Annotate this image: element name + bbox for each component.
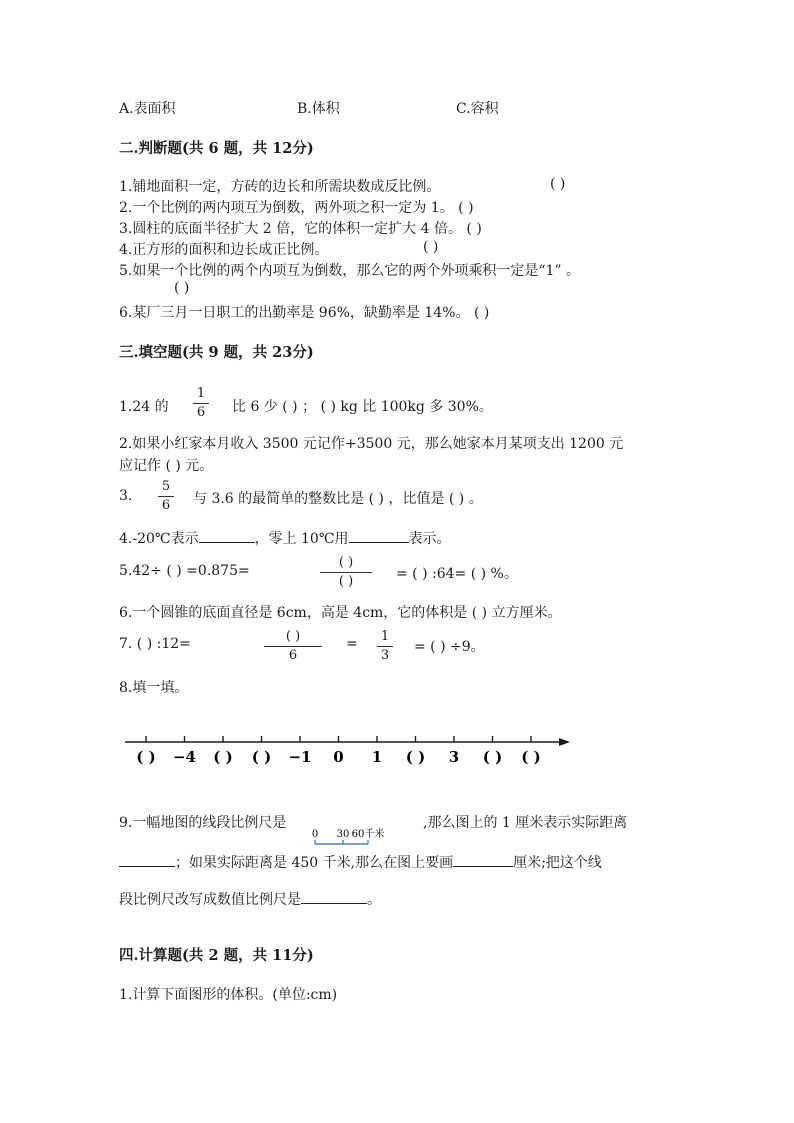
option-a: A.表面积 <box>119 101 176 117</box>
judge-q4: 4.正方形的面积和边长成正比例。 <box>119 242 329 258</box>
scale-label-30: 30 <box>336 829 350 840</box>
fill-q9-part-c: ；如果实际距离是 450 千米,那么在图上要画 <box>175 855 454 871</box>
judge-q1-paren: ( ) <box>550 176 566 192</box>
fraction-denominator: 6 <box>161 498 171 513</box>
judge-q5: 5.如果一个比例的两个内项互为倒数，那么它的两个外项乘积一定是“1” 。 <box>119 263 581 279</box>
fill-q5-fraction <box>320 555 372 590</box>
fill-q1-fraction <box>193 386 209 421</box>
number-line-label: −4 <box>172 748 197 766</box>
fill-q3-post: 与 3.6 的最简单的整数比是 ( ) ，比值是 ( ) 。 <box>193 491 483 507</box>
number-line-label: ( ) <box>521 748 541 766</box>
fill-q7-pre: 7. ( ) :12= <box>119 636 191 652</box>
fill-q2-line2: 应记作 ( ) 元。 <box>119 458 214 474</box>
judge-q6: 6.某厂三月一日职工的出勤率是 96%，缺勤率是 14%。 ( ) <box>119 305 490 321</box>
scale-label-0: 0 <box>311 829 319 840</box>
fraction-numerator: 1 <box>196 386 206 401</box>
answer-blank[interactable] <box>453 852 513 867</box>
fraction-numerator: ( ) <box>338 555 354 570</box>
fraction-bar <box>264 646 322 647</box>
answer-blank[interactable] <box>119 852 175 867</box>
judge-q3: 3.圆柱的底面半径扩大 2 倍，它的体积一定扩大 4 倍。 ( ) <box>119 221 482 237</box>
fill-q6: 6.一个圆锥的底面直径是 6cm，高是 4cm，它的体积是 ( ) 立方厘米。 <box>119 605 562 621</box>
number-line-label: ( ) <box>251 748 272 766</box>
fraction-numerator: 5 <box>161 479 171 494</box>
fill-q7-fraction-1 <box>264 629 322 664</box>
scale-label-60: 60千米 <box>351 829 385 840</box>
fill-q1-pre: 1.24 的 <box>119 399 169 415</box>
fill-q7-post: = ( ) ÷9。 <box>414 639 485 655</box>
fill-q9-part-f: 。 <box>367 892 381 908</box>
answer-blank[interactable] <box>349 528 409 543</box>
judge-q4-paren: ( ) <box>423 239 439 255</box>
fraction-denominator: 6 <box>288 648 298 663</box>
section4-heading: 四.计算题(共 2 题，共 11分) <box>119 947 314 964</box>
section2-heading: 二.判断题(共 6 题，共 12分) <box>119 140 314 157</box>
number-line-label: ( ) <box>482 748 503 766</box>
judge-q2: 2.一个比例的两内项互为倒数，两外项之积一定为 1。 ( ) <box>119 200 474 216</box>
answer-blank[interactable] <box>199 528 255 543</box>
number-line-label: 3 <box>448 748 460 766</box>
option-b: B.体积 <box>297 101 340 117</box>
number-line <box>115 728 580 772</box>
fraction-numerator: 1 <box>380 629 390 644</box>
fill-q9-line3 <box>119 889 381 909</box>
fill-q4-part-c: 表示。 <box>408 531 451 547</box>
fill-q9-part-e: 段比例尺改写成数值比例尺是 <box>119 892 301 908</box>
fraction-denominator: 3 <box>380 648 390 663</box>
number-line-label: 0 <box>333 748 344 766</box>
fraction-bar <box>158 496 174 497</box>
fill-q9-part-d: 厘米;把这个线 <box>513 855 602 871</box>
fill-q4 <box>119 528 451 548</box>
fraction-denominator: 6 <box>196 405 206 420</box>
number-line-label: ( ) <box>136 748 156 766</box>
fraction-bar <box>377 646 393 647</box>
scale-bar <box>310 823 422 849</box>
fraction-numerator: ( ) <box>285 629 301 644</box>
fill-q7-equals: = <box>346 636 358 652</box>
number-line-label: −1 <box>288 748 312 766</box>
fraction-bar <box>320 572 372 573</box>
judge-q5-paren: ( ) <box>174 280 190 296</box>
number-line-label: ( ) <box>213 748 233 766</box>
fill-q2-line1: 2.如果小红家本月收入 3500 元记作+3500 元，那么她家本月某项支出 1200 元 <box>119 436 624 452</box>
fill-q8: 8.填一填。 <box>119 680 189 696</box>
fill-q3-pre: 3. <box>119 488 133 504</box>
arrow-head-icon <box>559 738 570 746</box>
number-line-label: ( ) <box>405 748 426 766</box>
number-line-label: 1 <box>371 748 383 766</box>
answer-blank[interactable] <box>301 889 367 904</box>
fill-q7-fraction-2 <box>377 629 393 664</box>
fill-q4-part-a: 4.-20℃表示 <box>119 531 199 547</box>
fill-q5-pre: 5.42÷ ( ) =0.875= <box>119 563 250 579</box>
fill-q9-line2 <box>119 852 602 872</box>
fraction-bar <box>193 403 209 404</box>
fill-q9-part-a: 9.一幅地图的线段比例尺是 <box>119 815 287 831</box>
fill-q1-post: 比 6 少 ( ) ； ( ) kg 比 100kg 多 30%。 <box>232 399 493 415</box>
judge-q1: 1.铺地面积一定，方砖的边长和所需块数成反比例。 <box>119 179 441 195</box>
fill-q5-post: = ( ) :64= ( ) %。 <box>396 566 518 582</box>
fill-q4-part-b: ，零上 10℃用 <box>254 531 349 547</box>
calc-q1: 1.计算下面图形的体积。(单位:cm) <box>119 987 338 1003</box>
fraction-denominator: ( ) <box>338 574 354 589</box>
section3-heading: 三.填空题(共 9 题，共 23分) <box>119 344 314 361</box>
fill-q9-part-b: ,那么图上的 1 厘米表示实际距离 <box>423 815 628 831</box>
option-c: C.容积 <box>456 101 499 117</box>
fill-q3-fraction <box>158 479 174 514</box>
